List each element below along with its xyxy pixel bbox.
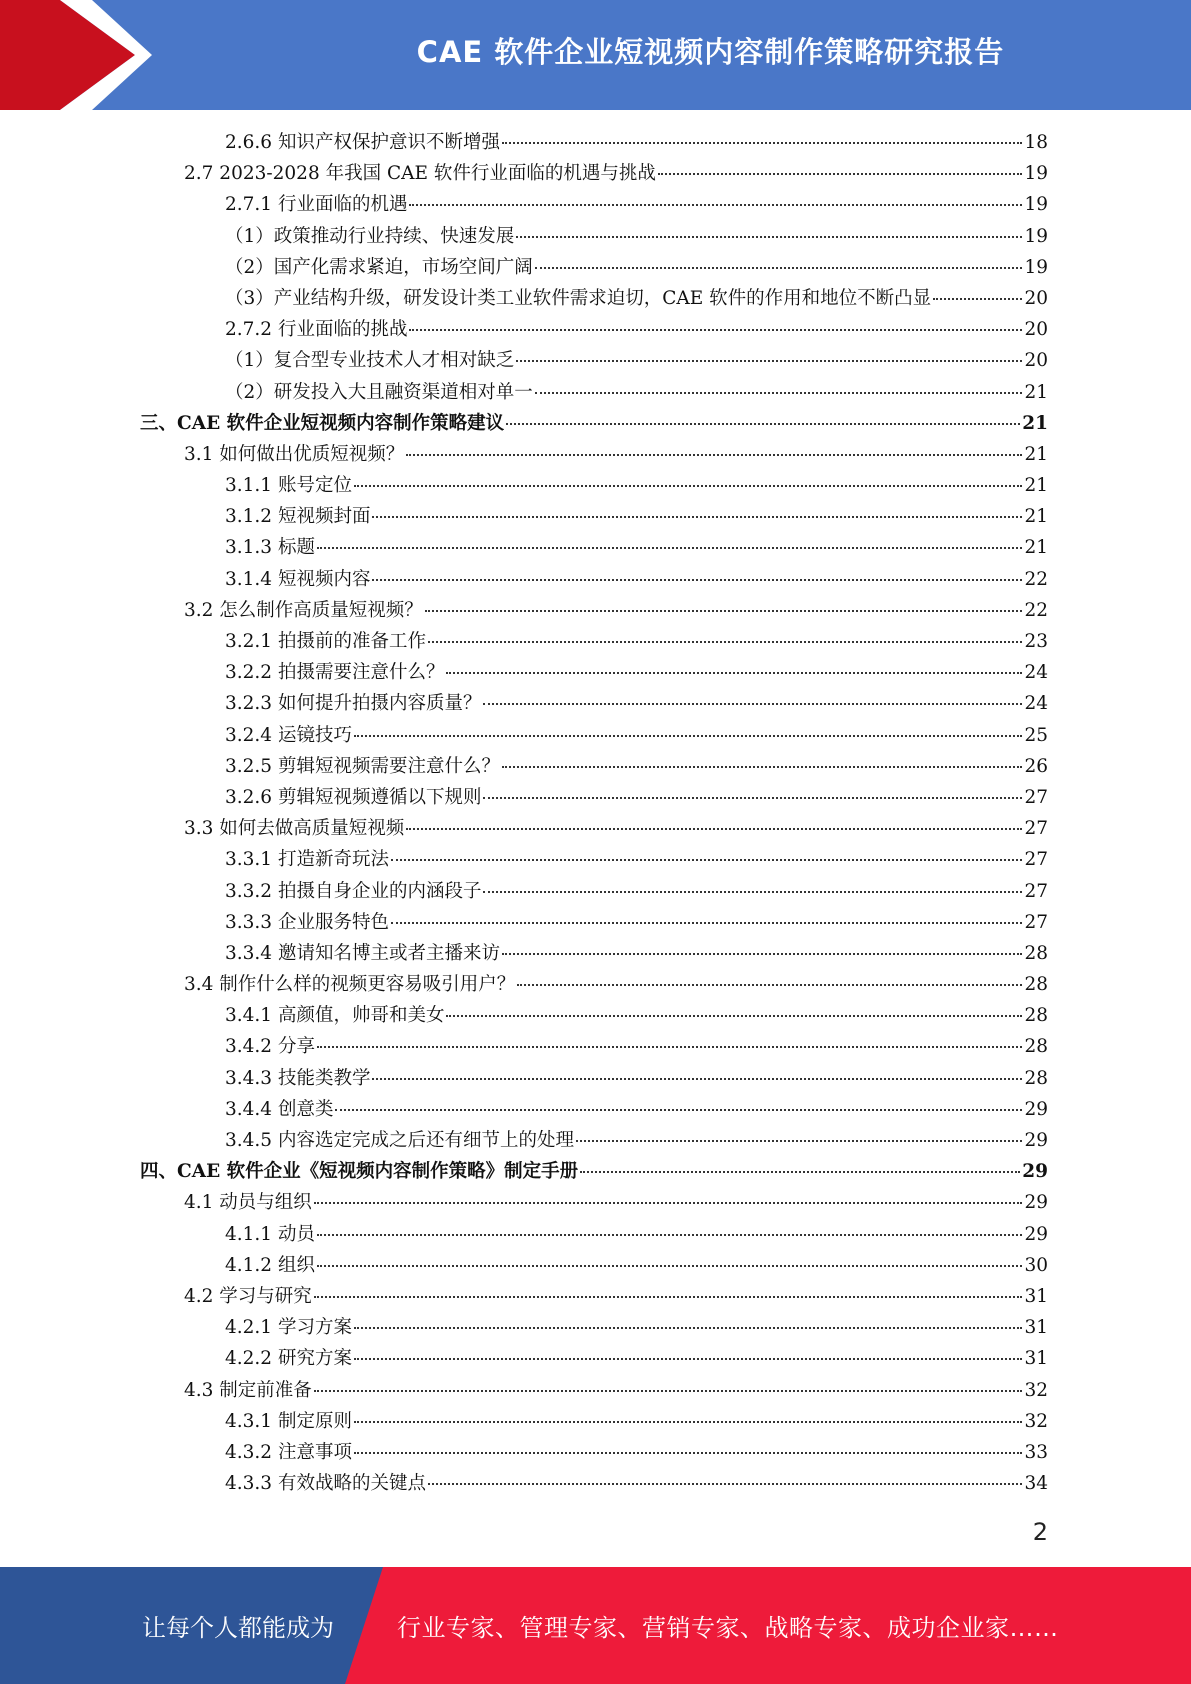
toc-leader-dots [354, 1452, 1023, 1454]
toc-entry-title: 4.3.1 制定原则 [225, 1410, 352, 1432]
toc-entry-page: 29 [1024, 1098, 1048, 1120]
toc-entry-page: 21 [1024, 381, 1048, 403]
page-footer [0, 1567, 1191, 1684]
toc-entry-page: 31 [1024, 1348, 1048, 1370]
toc-entry-page: 28 [1024, 974, 1048, 996]
toc-entry-title: 3.2.2 拍摄需要注意什么？ [225, 662, 445, 684]
toc-entry[interactable] [140, 688, 1048, 719]
toc-leader-dots [516, 236, 1022, 238]
toc-entry-title: 3.1.4 短视频内容 [225, 568, 371, 590]
toc-entry[interactable] [140, 127, 1048, 158]
toc-entry-title: （3）产业结构升级，研发设计类工业软件需求迫切，CAE 软件的作用和地位不断凸显 [225, 287, 932, 309]
toc-entry-title: 3.2.4 运镜技巧 [225, 724, 352, 746]
toc-leader-dots [317, 1265, 1023, 1267]
toc-leader-dots [354, 1327, 1023, 1329]
toc-entry[interactable] [140, 813, 1048, 844]
toc-entry-title: 3.4.3 技能类教学 [225, 1067, 371, 1089]
toc-entry[interactable] [140, 408, 1048, 439]
toc-entry[interactable] [140, 1343, 1048, 1374]
toc-leader-dots [506, 423, 1020, 425]
toc-entry-page: 31 [1024, 1285, 1048, 1307]
toc-entry-title: （1）政策推动行业持续、快速发展 [225, 225, 515, 247]
toc-leader-dots [354, 735, 1023, 737]
toc-leader-dots [502, 142, 1022, 144]
toc-leader-dots [576, 1140, 1022, 1142]
toc-entry[interactable] [140, 532, 1048, 563]
toc-leader-dots [335, 1109, 1022, 1111]
toc-entry-title: 4.1 动员与组织 [184, 1192, 312, 1214]
toc-entry-title: 3.2 怎么制作高质量短视频？ [184, 599, 423, 621]
toc-entry-title: 3.3.2 拍摄自身企业的内涵段子 [225, 880, 482, 902]
toc-entry-page: 28 [1024, 1036, 1048, 1058]
toc-entry-title: 4.2 学习与研究 [184, 1285, 312, 1307]
toc-entry-page: 19 [1024, 194, 1048, 216]
toc-leader-dots [409, 204, 1022, 206]
toc-entry-page: 28 [1024, 942, 1048, 964]
toc-entry[interactable] [140, 969, 1048, 1000]
toc-leader-dots [483, 891, 1022, 893]
toc-leader-dots [502, 766, 1022, 768]
toc-entry[interactable] [140, 314, 1048, 345]
toc-entry-page: 27 [1024, 818, 1048, 840]
toc-leader-dots [372, 579, 1022, 581]
toc-entry-title: 2.7.1 行业面临的机遇 [225, 194, 408, 216]
toc-leader-dots [406, 454, 1022, 456]
toc-entry-page: 20 [1024, 319, 1048, 341]
toc-entry-title: 3.3.4 邀请知名博主或者主播来访 [225, 942, 500, 964]
toc-entry[interactable] [140, 1468, 1048, 1499]
toc-entry[interactable] [140, 1094, 1048, 1125]
toc-entry[interactable] [140, 1281, 1048, 1312]
toc-leader-dots [317, 1234, 1023, 1236]
toc-entry-title: 3.4.5 内容选定完成之后还有细节上的处理 [225, 1130, 574, 1151]
toc-entry[interactable] [140, 283, 1048, 314]
toc-entry-title: 3.4 制作什么样的视频更容易吸引用户？ [184, 974, 516, 996]
toc-entry-title: 4.2.1 学习方案 [225, 1317, 352, 1339]
toc-entry-title: 3.4.1 高颜值，帅哥和美女 [225, 1005, 445, 1027]
toc-leader-dots [354, 1421, 1023, 1423]
toc-leader-dots [580, 1171, 1020, 1173]
toc-entry[interactable] [140, 907, 1048, 938]
table-of-contents [140, 127, 1048, 1499]
toc-leader-dots [354, 1358, 1023, 1360]
toc-entry-title: 3.1.1 账号定位 [225, 475, 352, 497]
toc-entry-title: 2.6.6 知识产权保护意识不断增强 [225, 132, 500, 153]
toc-leader-dots [502, 953, 1022, 955]
toc-entry-page: 25 [1024, 724, 1048, 746]
toc-entry-title: 3.2.1 拍摄前的准备工作 [225, 631, 426, 652]
toc-leader-dots [535, 267, 1023, 269]
toc-leader-dots [425, 610, 1023, 612]
toc-entry[interactable] [140, 345, 1048, 376]
toc-entry-page: 34 [1024, 1473, 1048, 1495]
toc-leader-dots [483, 797, 1022, 799]
toc-entry-page: 21 [1024, 443, 1048, 465]
toc-entry[interactable] [140, 1156, 1048, 1187]
toc-entry-title: （2）研发投入大且融资渠道相对单一 [225, 381, 533, 403]
toc-entry-title: 3.2.5 剪辑短视频需要注意什么？ [225, 755, 500, 777]
toc-leader-dots [354, 485, 1023, 487]
toc-entry-page: 32 [1024, 1410, 1048, 1432]
toc-entry-title: 3.2.3 如何提升拍摄内容质量？ [225, 693, 482, 715]
toc-entry[interactable] [140, 470, 1048, 501]
toc-entry-page: 27 [1024, 849, 1048, 871]
toc-leader-dots [428, 1483, 1022, 1485]
toc-entry[interactable] [140, 1219, 1048, 1250]
toc-entry-page: 28 [1024, 1005, 1048, 1027]
document-title: CAE 软件企业短视频内容制作策略研究报告 [416, 34, 1005, 69]
toc-entry-page: 27 [1024, 786, 1048, 808]
toc-entry-page: 26 [1024, 755, 1048, 777]
toc-entry[interactable] [140, 1375, 1048, 1406]
toc-entry-title: 3.4.2 分享 [225, 1036, 315, 1058]
toc-entry[interactable] [140, 720, 1048, 751]
toc-entry-title: 4.1.2 组织 [225, 1254, 315, 1276]
toc-entry[interactable] [140, 377, 1048, 408]
toc-entry-page: 19 [1024, 163, 1048, 185]
toc-entry-title: 3.1 如何做出优质短视频？ [184, 443, 405, 465]
toc-entry-title: 四、CAE 软件企业《短视频内容制作策略》制定手册 [140, 1161, 579, 1183]
toc-entry[interactable] [140, 1000, 1048, 1031]
toc-entry-page: 21 [1024, 537, 1048, 559]
toc-entry-page: 22 [1024, 568, 1048, 590]
toc-entry-page: 27 [1024, 880, 1048, 902]
toc-entry-title: 2.7.2 行业面临的挑战 [225, 319, 408, 341]
toc-leader-dots [446, 672, 1022, 674]
toc-entry-title: 3.1.2 短视频封面 [225, 506, 371, 528]
toc-leader-dots [483, 703, 1022, 705]
toc-entry-title: 3.3.3 企业服务特色 [225, 911, 389, 933]
toc-entry-title: 3.2.6 剪辑短视频遵循以下规则 [225, 786, 482, 808]
toc-entry[interactable] [140, 158, 1048, 189]
toc-leader-dots [516, 360, 1022, 362]
toc-entry-title: 4.2.2 研究方案 [225, 1348, 352, 1370]
toc-entry-page: 21 [1024, 475, 1048, 497]
toc-leader-dots [406, 828, 1022, 830]
toc-entry[interactable] [140, 564, 1048, 595]
toc-entry[interactable] [140, 1125, 1048, 1156]
toc-entry[interactable] [140, 876, 1048, 907]
toc-leader-dots [446, 1015, 1022, 1017]
toc-entry[interactable] [140, 751, 1048, 782]
toc-leader-dots [428, 641, 1022, 643]
toc-entry[interactable] [140, 626, 1048, 657]
toc-entry-title: （2）国产化需求紧迫，市场空间广阔 [225, 256, 533, 278]
toc-leader-dots [409, 329, 1022, 331]
toc-leader-dots [391, 922, 1022, 924]
toc-entry-title: 2.7 2023-2028 年我国 CAE 软件行业面临的机遇与挑战 [184, 163, 656, 185]
toc-entry-page: 28 [1024, 1067, 1048, 1089]
toc-entry[interactable] [140, 1250, 1048, 1281]
toc-entry-page: 27 [1024, 911, 1048, 933]
toc-entry[interactable] [140, 1437, 1048, 1468]
toc-entry-title: 4.3.3 有效战略的关键点 [225, 1473, 426, 1495]
toc-entry-page: 29 [1024, 1130, 1048, 1151]
toc-leader-dots [317, 547, 1023, 549]
toc-entry-page: 31 [1024, 1317, 1048, 1339]
red-chevron-shape [0, 0, 135, 110]
toc-entry-page: 20 [1024, 287, 1048, 309]
toc-entry[interactable] [140, 1031, 1048, 1062]
toc-leader-dots [933, 298, 1022, 300]
toc-entry-title: 三、CAE 软件企业短视频内容制作策略建议 [140, 412, 505, 434]
toc-entry[interactable] [140, 221, 1048, 252]
toc-entry-page: 32 [1024, 1379, 1048, 1401]
toc-entry[interactable] [140, 844, 1048, 875]
toc-leader-dots [658, 173, 1023, 175]
toc-entry-page: 19 [1024, 256, 1048, 278]
toc-entry-title: （1）复合型专业技术人才相对缺乏 [225, 350, 515, 372]
toc-entry-page: 33 [1024, 1441, 1048, 1463]
toc-leader-dots [517, 984, 1022, 986]
toc-leader-dots [314, 1390, 1023, 1392]
footer-slogan-right: 行业专家、管理专家、营销专家、战略专家、成功企业家…… [397, 1614, 1059, 1642]
toc-entry-page: 21 [1024, 506, 1048, 528]
toc-entry-page: 29 [1024, 1223, 1048, 1245]
page-number: 2 [1032, 1518, 1048, 1546]
footer-slogan-left: 让每个人都能成为 [142, 1614, 334, 1642]
toc-entry[interactable] [140, 189, 1048, 220]
toc-entry-page: 24 [1024, 693, 1048, 715]
toc-entry-page: 29 [1022, 1161, 1048, 1183]
toc-entry[interactable] [140, 938, 1048, 969]
toc-entry[interactable] [140, 657, 1048, 688]
toc-entry-title: 3.4.4 创意类 [225, 1098, 334, 1120]
toc-entry-title: 3.3.1 打造新奇玩法 [225, 849, 389, 871]
toc-entry-page: 20 [1024, 350, 1048, 372]
toc-leader-dots [317, 1046, 1023, 1048]
toc-leader-dots [372, 516, 1022, 518]
toc-entry[interactable] [140, 782, 1048, 813]
toc-entry-page: 21 [1022, 412, 1048, 434]
toc-entry[interactable] [140, 501, 1048, 532]
toc-entry-page: 23 [1024, 631, 1048, 652]
toc-entry-title: 3.3 如何去做高质量短视频 [184, 818, 405, 840]
toc-entry-title: 4.3 制定前准备 [184, 1379, 312, 1401]
toc-entry-title: 3.1.3 标题 [225, 537, 315, 559]
toc-entry-page: 22 [1024, 599, 1048, 621]
toc-entry-page: 24 [1024, 662, 1048, 684]
toc-entry-title: 4.1.1 动员 [225, 1223, 315, 1245]
toc-entry-page: 18 [1024, 132, 1048, 153]
toc-entry-page: 29 [1024, 1192, 1048, 1214]
toc-entry-page: 19 [1024, 225, 1048, 247]
toc-leader-dots [314, 1296, 1023, 1298]
toc-entry[interactable] [140, 595, 1048, 626]
toc-entry[interactable] [140, 1063, 1048, 1094]
toc-entry-page: 30 [1024, 1254, 1048, 1276]
toc-entry-title: 4.3.2 注意事项 [225, 1441, 352, 1463]
toc-leader-dots [535, 392, 1023, 394]
page-header [0, 0, 1191, 110]
toc-entry[interactable] [140, 1312, 1048, 1343]
toc-leader-dots [314, 1202, 1023, 1204]
toc-entry[interactable] [140, 252, 1048, 283]
toc-entry[interactable] [140, 1187, 1048, 1218]
toc-entry[interactable] [140, 439, 1048, 470]
toc-leader-dots [391, 859, 1022, 861]
toc-entry[interactable] [140, 1406, 1048, 1437]
toc-leader-dots [372, 1078, 1022, 1080]
